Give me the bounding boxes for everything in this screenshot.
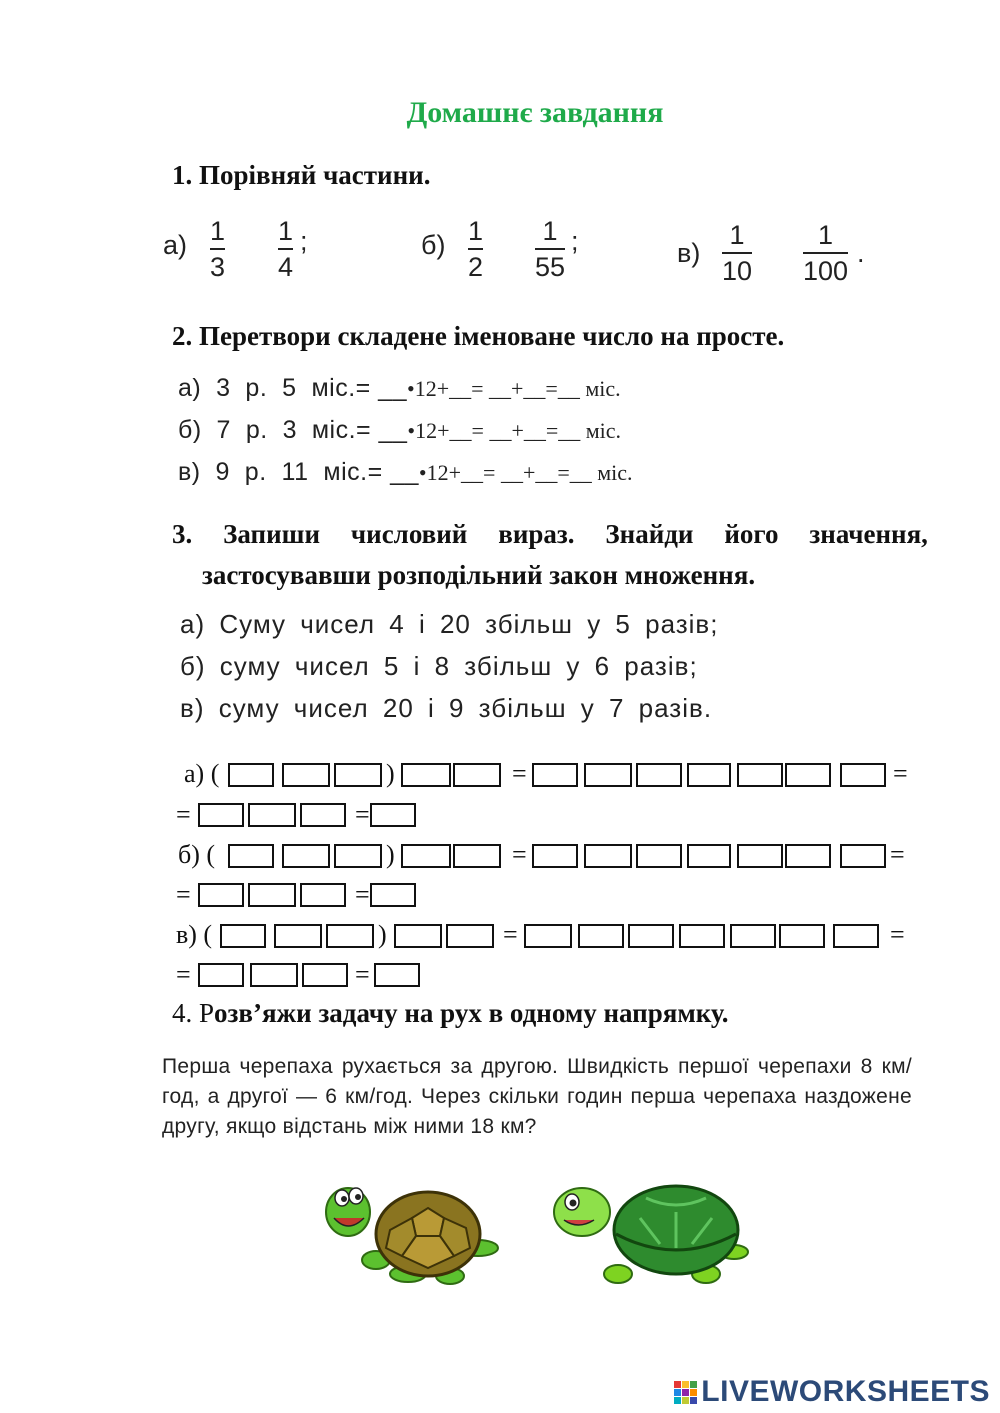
turtles-illustration	[320, 1168, 760, 1298]
numerator: 1	[468, 216, 484, 246]
equals-sign: =	[176, 800, 191, 829]
separator: .	[857, 238, 865, 268]
paren-close: )	[386, 840, 395, 869]
denominator: 3	[210, 252, 226, 282]
answer-box[interactable]	[370, 803, 416, 827]
answer-box[interactable]	[334, 763, 382, 787]
condition-b: б) суму чисел 5 і 8 збільш у 6 разів;	[180, 651, 698, 681]
numerator: 1	[818, 220, 834, 250]
answer-box[interactable]	[401, 844, 451, 868]
heading-bold: озв’яжи задачу на рух в одному напрямку.	[214, 998, 729, 1028]
conversion-tail: •12+__= __+__=__ міс.	[407, 376, 621, 401]
separator: ;	[300, 226, 308, 256]
answer-box[interactable]	[687, 763, 731, 787]
denominator: 55	[535, 252, 566, 282]
problem-text: Перша черепаха рухається за другою. Швидкість першої черепахи 8 км/год, а другої — 6 км/год. Через скільки годин перша черепаха наздожене другу, якщо відстань між ними 18 км?	[162, 1055, 912, 1138]
equals-sign: =	[176, 880, 191, 909]
answer-box[interactable]	[737, 844, 783, 868]
answer-box[interactable]	[453, 844, 501, 868]
heading-word: числовий	[350, 519, 468, 549]
logo-text: LIVEWORKSHEETS	[701, 1375, 990, 1408]
answer-box[interactable]	[228, 844, 274, 868]
equals-sign: =	[512, 759, 527, 788]
heading-plain: 4. Р	[172, 998, 215, 1028]
equals-sign: =	[512, 840, 527, 869]
paren-close: )	[378, 920, 387, 949]
task1-label-v: в)	[677, 238, 701, 268]
equals-sign: =	[176, 960, 191, 989]
conversion-text: в) 9 р. 11 міс.= __	[178, 458, 419, 486]
answer-box[interactable]	[636, 844, 682, 868]
fraction	[278, 216, 293, 282]
numerator: 1	[542, 216, 558, 246]
answer-box[interactable]	[840, 763, 886, 787]
liveworksheets-logo	[674, 1375, 990, 1409]
denominator: 4	[278, 252, 294, 282]
answer-box[interactable]	[785, 763, 831, 787]
turtle-green-icon	[554, 1186, 748, 1283]
answer-box[interactable]	[282, 844, 330, 868]
answer-box[interactable]	[737, 763, 783, 787]
answer-box[interactable]	[578, 924, 624, 948]
separator: ;	[571, 226, 579, 256]
answer-box[interactable]	[840, 844, 886, 868]
fraction	[722, 220, 752, 286]
condition-a: а) Суму чисел 4 і 20 збільш у 5 разів;	[180, 609, 719, 639]
answer-box[interactable]	[228, 763, 274, 787]
answer-box[interactable]	[401, 763, 451, 787]
answer-box[interactable]	[302, 963, 348, 987]
answer-box[interactable]	[679, 924, 725, 948]
denominator: 10	[722, 256, 753, 286]
numerator: 1	[729, 220, 745, 250]
answer-box[interactable]	[628, 924, 674, 948]
answer-box[interactable]	[730, 924, 776, 948]
fraction	[468, 216, 483, 282]
answer-box[interactable]	[532, 763, 578, 787]
conversion-tail: •12+__= __+__=__ міс.	[418, 460, 633, 485]
task1-label-b: б)	[421, 230, 446, 260]
answer-box[interactable]	[584, 763, 632, 787]
answer-box[interactable]	[446, 924, 494, 948]
conversion-row-v	[178, 458, 633, 487]
row-label: а) (	[184, 759, 220, 788]
equals-sign: =	[890, 840, 905, 869]
heading-word: Запиши	[223, 519, 321, 549]
logo-grid-icon	[674, 1381, 697, 1404]
answer-box[interactable]	[248, 883, 296, 907]
heading-line2: застосувавши розподільний закон множення.	[202, 560, 756, 590]
row-label: б) (	[178, 840, 216, 869]
answer-box[interactable]	[453, 763, 501, 787]
task4-heading	[172, 998, 728, 1029]
page-title: Домашнє завдання	[406, 96, 664, 129]
answer-box[interactable]	[282, 763, 330, 787]
equals-sign: =	[890, 920, 905, 949]
equals-sign: =	[355, 880, 370, 909]
conversion-row-a	[178, 374, 621, 403]
answer-box[interactable]	[636, 763, 682, 787]
heading-word: значення,	[809, 519, 928, 549]
answer-box[interactable]	[584, 844, 632, 868]
equals-sign: =	[893, 759, 908, 788]
fraction	[535, 216, 565, 282]
answer-box[interactable]	[374, 963, 420, 987]
answer-box[interactable]	[220, 924, 266, 948]
task3-heading	[172, 514, 928, 596]
heading-word: 3.	[172, 519, 193, 549]
answer-box[interactable]	[248, 803, 296, 827]
answer-box[interactable]	[833, 924, 879, 948]
equals-sign: =	[355, 960, 370, 989]
task1-heading: 1. Порівняй частини.	[172, 160, 431, 190]
equals-sign: =	[503, 920, 518, 949]
numerator: 1	[278, 216, 294, 246]
answer-box[interactable]	[300, 883, 346, 907]
denominator: 100	[803, 256, 849, 286]
answer-box[interactable]	[370, 883, 416, 907]
equals-sign: =	[355, 800, 370, 829]
task1-label-a: а)	[163, 230, 188, 260]
answer-box[interactable]	[785, 844, 831, 868]
answer-box[interactable]	[779, 924, 825, 948]
conversion-row-b	[178, 416, 621, 445]
denominator: 2	[468, 252, 484, 282]
condition-v: в) суму чисел 20 і 9 збільш у 7 разів.	[180, 693, 713, 723]
turtle-brown-icon	[326, 1188, 498, 1284]
answer-box[interactable]	[274, 924, 322, 948]
conversion-tail: •12+__= __+__=__ міс.	[407, 418, 622, 443]
conversion-text: б) 7 р. 3 міс.= __	[178, 416, 408, 444]
task2-heading: 2. Перетвори складене іменоване число на просте.	[172, 321, 785, 351]
heading-word: Знайди	[605, 519, 694, 549]
answer-box[interactable]	[394, 924, 442, 948]
heading-word: його	[724, 519, 779, 549]
answer-box[interactable]	[198, 963, 244, 987]
row-label: в) (	[176, 920, 213, 949]
conversion-text: а) 3 р. 5 міс.= __	[178, 374, 407, 402]
fraction	[803, 220, 848, 286]
answer-box[interactable]	[250, 963, 298, 987]
answer-box[interactable]	[300, 803, 346, 827]
heading-word: вираз.	[498, 519, 575, 549]
answer-box[interactable]	[334, 844, 382, 868]
answer-box[interactable]	[524, 924, 572, 948]
answer-box[interactable]	[532, 844, 578, 868]
paren-close: )	[386, 759, 395, 788]
fraction	[210, 216, 225, 282]
answer-box[interactable]	[687, 844, 731, 868]
answer-box[interactable]	[198, 883, 244, 907]
answer-box[interactable]	[326, 924, 374, 948]
numerator: 1	[210, 216, 226, 246]
answer-box[interactable]	[198, 803, 244, 827]
